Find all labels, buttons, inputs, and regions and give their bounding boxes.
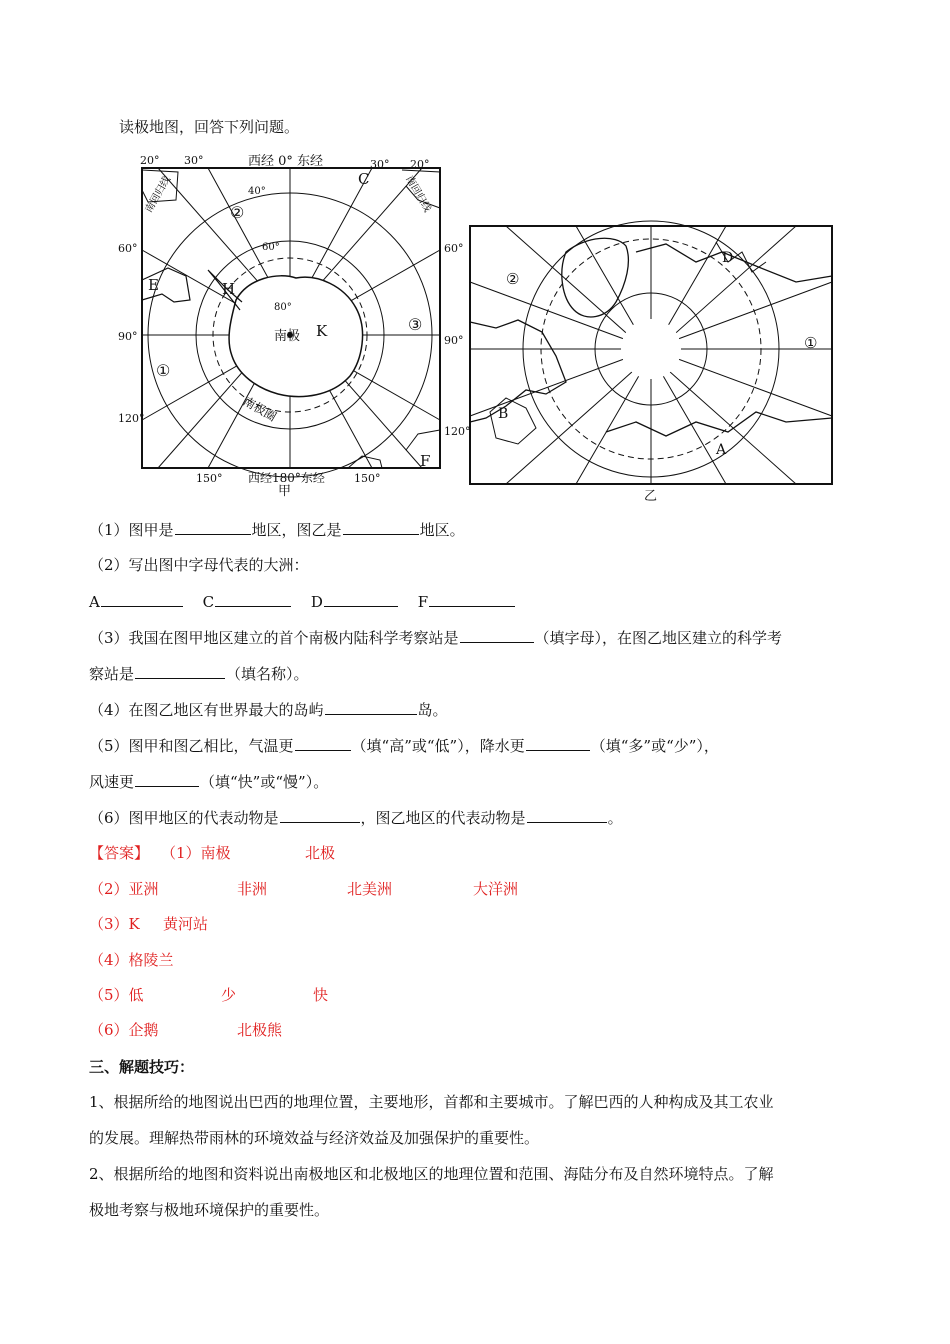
q4-text-a: （4）在图乙地区有世界最大的岛屿 (89, 701, 324, 719)
skills-p1-line2: 的发展。理解热带雨林的环境效益与经济效益及加强保护的重要性。 (89, 1129, 540, 1147)
q6-text-b: ，图乙地区的代表动物是 (360, 809, 526, 827)
jia-lon-label: 150° (354, 472, 381, 485)
answer-4: （4）格陵兰 (89, 951, 174, 969)
q1-blank-2[interactable] (343, 518, 419, 535)
q6-text-a: （6）图甲地区的代表动物是 (89, 809, 279, 827)
q1-text-a: （1）图甲是 (89, 521, 174, 539)
answer-1-b: 北极 (305, 844, 336, 862)
jia-lon-label: 90° (444, 334, 464, 347)
jia-ocean-2: ② (230, 203, 245, 222)
jia-lon-label: 150° (196, 472, 223, 485)
answer-2-a: （2）亚洲 (89, 880, 159, 898)
q4-text-b: 岛。 (417, 701, 448, 719)
q4-blank[interactable] (325, 698, 417, 715)
q3-text-c: 察站是 (89, 665, 135, 683)
answer-2-b: 非洲 (237, 880, 268, 898)
jia-lon-label: 30° (184, 154, 204, 167)
question-4 (89, 698, 448, 720)
answer-2-d: 大洋洲 (473, 880, 519, 898)
answer-2-c: 北美洲 (347, 880, 393, 898)
q2-label-f: F (417, 593, 429, 611)
skills-p2-line1: 2、根据所给的地图和资料说出南极地区和北极地区的地理位置和范围、海陆分布及自然环境特点。了解 (89, 1165, 774, 1183)
answer-3-b: 黄河站 (163, 915, 209, 933)
jia-lon-label: 120° (118, 412, 145, 425)
question-1 (89, 518, 465, 540)
answer-3-a: （3）K (89, 915, 140, 933)
q3-text-d: （填名称）。 (226, 665, 309, 683)
jia-center-label: 南极 (274, 329, 301, 344)
q2-label-d: D (310, 593, 323, 611)
jia-circle-label: 南极圈 (240, 393, 279, 425)
q3-blank-2[interactable] (135, 662, 225, 679)
jia-letter-h: H (222, 280, 236, 298)
yi-letter-b: B (498, 406, 509, 422)
jia-bottom-label: 西经180°东经 (248, 471, 325, 485)
jia-letter-k: K (316, 322, 328, 340)
map-yi (466, 222, 836, 502)
q5-text-a: （5）图甲和图乙相比，气温更 (89, 737, 294, 755)
q5-blank-1[interactable] (295, 734, 351, 751)
yi-ocean-2: ② (506, 270, 520, 288)
yi-letter-d: D (722, 250, 734, 266)
jia-tropic-right: 南回归线 (403, 174, 433, 215)
question-5-line-2 (89, 770, 328, 792)
answer-label: 【答案】 (89, 844, 150, 862)
map-jia (118, 150, 471, 499)
q2-blank-d[interactable] (324, 590, 398, 607)
q3-text-b: （填字母），在图乙地区建立的科学考 (534, 629, 783, 647)
question-3-line-1 (89, 626, 782, 648)
q3-text-a: （3）我国在图甲地区建立的首个南极内陆科学考察站是 (89, 629, 459, 647)
jia-tropic-left: 南回归线 (143, 174, 174, 215)
jia-lon-label: 60° (118, 242, 138, 255)
jia-ocean-1: ① (156, 361, 171, 380)
skills-heading: 三、解题技巧： (89, 1058, 195, 1076)
answer-5-c: 快 (313, 986, 329, 1004)
q3-blank-1[interactable] (460, 626, 534, 643)
question-6 (89, 806, 623, 828)
jia-lat-label: 80° (274, 302, 292, 313)
skills-p1-line1: 1、根据所给的地图说出巴西的地理位置，主要地形，首都和主要城市。了解巴西的人种构成及其工农业 (89, 1093, 774, 1111)
jia-lon-label: 30° (370, 158, 390, 171)
q6-blank-2[interactable] (527, 806, 607, 823)
question-2-blanks (89, 590, 516, 612)
q5-blank-3[interactable] (135, 770, 199, 787)
jia-ocean-3: ③ (408, 315, 423, 334)
q6-blank-1[interactable] (280, 806, 360, 823)
q2-label-a: A (89, 593, 100, 611)
jia-letter-c: C (358, 170, 370, 188)
jia-lat-label: 60° (262, 242, 280, 253)
q2-blank-a[interactable] (101, 590, 183, 607)
jia-caption: 甲 (278, 484, 292, 499)
question-3-line-2 (89, 662, 309, 684)
jia-lon-label: 20° (410, 158, 430, 171)
q1-blank-1[interactable] (175, 518, 251, 535)
q5-text-e: （填“快”或“慢”）。 (200, 773, 329, 791)
question-2: （2）写出图中字母代表的大洲： (89, 556, 309, 574)
jia-lon-label: 60° (444, 242, 464, 255)
q2-label-c: C (202, 593, 215, 611)
q2-blank-f[interactable] (429, 590, 515, 607)
q1-text-b: 地区，图乙是 (251, 521, 342, 539)
question-5-line-1 (89, 734, 719, 756)
q5-blank-2[interactable] (526, 734, 590, 751)
answer-6-b: 北极熊 (237, 1021, 283, 1039)
yi-caption: 乙 (644, 489, 658, 504)
skills-p2-line2: 极地考察与极地环境保护的重要性。 (89, 1201, 330, 1219)
yi-ocean-1: ① (804, 334, 818, 352)
jia-lon-label: 90° (118, 330, 138, 343)
q5-text-c: （填“多”或“少”）， (590, 737, 719, 755)
jia-letter-e: E (148, 276, 159, 294)
intro-text: 读极地图，回答下列问题。 (119, 118, 300, 136)
jia-lat-label: 40° (248, 186, 266, 197)
yi-letter-a: A (716, 442, 727, 458)
jia-letter-f: F (420, 452, 431, 470)
answer-6-a: （6）企鹅 (89, 1021, 159, 1039)
jia-top-label: 西经 0° 东经 (248, 154, 324, 169)
answer-1-a: （1）南极 (161, 844, 231, 862)
q6-text-c: 。 (607, 809, 623, 827)
answer-5-a: （5）低 (89, 986, 144, 1004)
answer-5-b: 少 (221, 986, 237, 1004)
q5-text-d: 风速更 (89, 773, 135, 791)
jia-lon-label: 120° (444, 425, 471, 438)
q5-text-b: （填“高”或“低”），降水更 (351, 737, 525, 755)
q1-text-c: 地区。 (419, 521, 465, 539)
jia-lon-label: 20° (140, 154, 160, 167)
q2-blank-c[interactable] (215, 590, 291, 607)
